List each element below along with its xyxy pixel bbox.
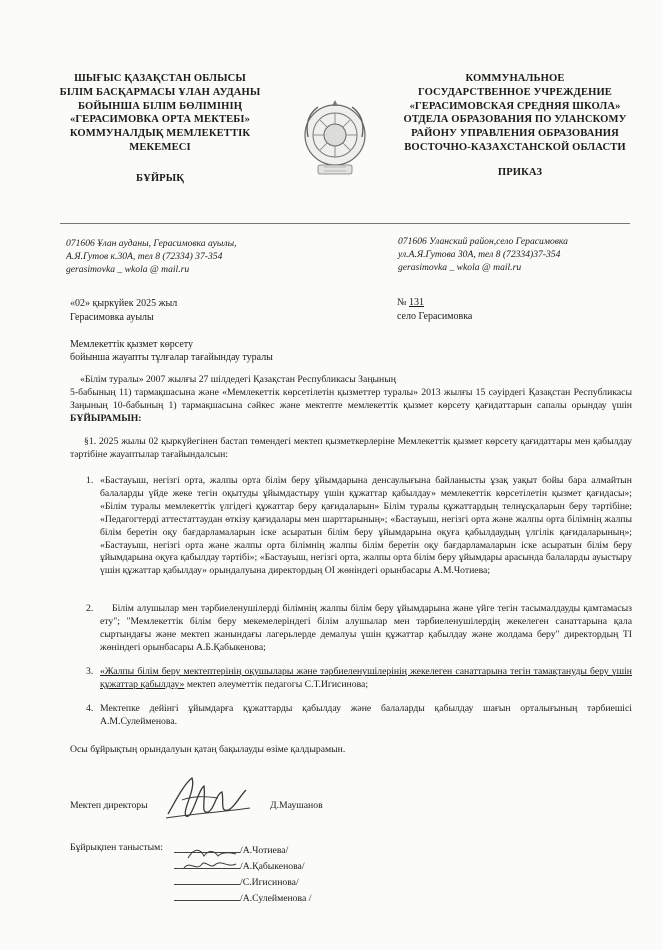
acquainted-name: /А.Қабыкенова/: [240, 860, 305, 872]
item-number: 3.: [86, 666, 94, 677]
order-place-kz: Герасимовка ауылы: [70, 312, 154, 323]
header-right-line: РАЙОНУ УПРАВЛЕНИЯ ОБРАЗОВАНИЯ: [411, 128, 619, 140]
header-right-line: ВОСТОЧНО-КАЗАХСТАНСКОЙ ОБЛАСТИ: [404, 141, 626, 153]
order-date: «02» қыркүйек 2025 жыл: [70, 298, 178, 309]
director-signature-icon: [162, 770, 252, 828]
header-left-block: [40, 72, 280, 155]
section-1-intro: §1. 2025 жылы 02 қыркүйегінен бастап төмендегі мектеп қызметкерлеріне Мемлекеттік қызмет көрсету қағидаттары мен қабылдау тәртібіне жауаптылар тағайындалсын:: [70, 436, 632, 460]
subject-line: бойынша жауапты тұлғалар тағайындау туралы: [70, 352, 273, 363]
item-number: 2.: [86, 603, 94, 614]
header-right-line: ОТДЕЛА ОБРАЗОВАНИЯ ПО УЛАНСКОМУ: [403, 114, 627, 126]
address-right-line: 071606 Уланский район,село Герасимовка: [398, 236, 568, 247]
header-left-line: ШЫҒЫС ҚАЗАҚСТАН ОБЛЫСЫ: [74, 73, 246, 84]
subject-line: Мемлекеттік қызмет көрсету: [70, 339, 193, 350]
header-divider: [60, 223, 630, 224]
acquainted-name: /А.Сулейменова /: [240, 892, 312, 904]
header-left-line: «ГЕРАСИМОВКА ОРТА МЕКТЕБІ»: [69, 114, 251, 126]
order-subject: [70, 338, 273, 364]
staff-signature-icon: [180, 858, 240, 874]
header-right-line: КОММУНАЛЬНОЕ: [465, 73, 565, 84]
header-right-line: ГОСУДАРСТВЕННОЕ УЧРЕЖДЕНИЕ: [418, 86, 612, 98]
order-number-prefix: №: [397, 297, 410, 308]
address-right-line: ул.А.Я.Гутова 30А, тел 8 (72334)37-354: [398, 248, 561, 260]
item-1-text: «Бастауыш, негізгі орта, жалпы орта білім беру ұйымдарына денсаулығына байланысты ұзақ уақыт бойы бара алмайтын балаларды үйде жеке тегін оқытуды ұйымдастыру үшін құжаттар қабылдау» мемлекеттік көрсетілетін қызмет қағидасы»; «Білім туралы мемлекеттік үлгідегі құжаттар беру қағидаларын» Білім туралы құжаттардың телнұсқаларын беру тәртібіне; «Педагогтерді аттестаттаудан өткізу қағидалары мен шарттарының»; «Бастауыш, негізгі орта және жалпы орта білімнің жалпы білім беретін оқу бағдарламаларын іске асыратын білім беру ұйымдарына оқуға қабылдаудың үлгілік қағидаларының»; «Бастауыш, негізгі орта және жалпы орта білімнің жалпы білім беретін оқу бағдарламаларын іске асыратын білім беру ұйымдарына оқуға қабылдау тәртібі»; «Бастауыш, негізгі орта, жалпы орта білім беру ұйымдары арасында балаларды ауыстыру үшін құжаттар қабылдау» орындалуына директордың ОІ жөніндегі орынбасары А.М.Чотиева;: [100, 475, 632, 577]
signature-line: [174, 890, 240, 901]
address-right: [398, 236, 638, 274]
acquainted-name: /А.Чотиева/: [240, 845, 289, 856]
header-right-block: [393, 72, 637, 155]
header-right-line: «ГЕРАСИМОВСКАЯ СРЕДНЯЯ ШКОЛА»: [409, 100, 621, 112]
header-left-line: КОММУНАЛДЫҚ МЕМЛЕКЕТТІК: [69, 128, 251, 140]
item-2-text: Білім алушылар мен тәрбиеленушілерді білімнің жалпы білім беру ұйымдарына және үйге тегін тасымалдауды қамтамасыз ету"; "Мемлекеттік білім беру мекемелеріндегі білім алушылар мен тәрбиеленушілердің жекелеген санаттарына қала сыртындағы және мектеп жанындағы лагерьлерде демалуы үшін құжаттар қабылдау және жолдама беру" директордың ТІ жөніндегі орынбасары А.Б.Қабыкенова;: [100, 603, 632, 653]
address-left-line: 071606 Ұлан ауданы, Герасимовка ауылы,: [66, 238, 237, 249]
header-left-doc-type: БҰЙРЫҚ: [135, 173, 185, 184]
address-left-email: gerasimovka _ wkola @ mail.ru: [66, 263, 190, 275]
item-3-service-link: «Жалпы білім беру мектептерінің оқушылары және тәрбиеленушілерінің жекелеген санаттарына тегін тамақтануды беру үшін құжаттар қабылдау»: [100, 666, 632, 690]
signature-line: [174, 874, 240, 885]
item-3-rest: мектеп әлеуметтік педагогы С.Т.Игисинова;: [184, 678, 369, 690]
header-left-line: БІЛІМ БАСҚАРМАСЫ ҰЛАН АУДАНЫ: [59, 86, 261, 98]
order-number: [397, 296, 424, 309]
state-emblem-icon: [300, 97, 370, 192]
acquainted-label: Бұйрықпен таныстым:: [70, 842, 163, 853]
acquainted-row: [174, 874, 311, 890]
header-right-doc-type: ПРИКАЗ: [497, 167, 543, 178]
item-4-text: Мектепке дейінгі ұйымдарға құжаттарды қабылдау және балаларды қабылдау шағын орталығының тәрбиешісі А.М.Сулейменова.: [100, 703, 632, 727]
header-left-line: МЕКЕМЕСІ: [129, 141, 191, 153]
address-left: [66, 238, 306, 276]
header-left-line: БОЙЫНША БІЛІМ БӨЛІМІНІҢ: [77, 100, 243, 112]
preamble-first-line: «Білім туралы» 2007 жылғы 27 шілдедегі Қазақстан Республикасы Заңының: [80, 374, 396, 385]
order-word: БҰЙЫРАМЫН:: [70, 412, 142, 424]
preamble: [70, 387, 632, 426]
item-number: 1.: [86, 475, 94, 486]
control-statement: Осы бұйрықтың орындалуын қатаң бақылауды өзіме қалдырамын.: [70, 744, 346, 755]
director-title: Мектеп директоры: [70, 800, 148, 811]
item-3-text: [100, 666, 632, 692]
preamble-text: 5-бабының 11) тармақшасына және «Мемлекеттік көрсетілетін қызметтер туралы» 2013 жылғы 15 сәуірдегі Қазақстан Республикасы Заңының 10-бабының 1) тармақшасына сәйкес және мектепте мемлекеттік қызмет көрсету қағидаттарын сапалы орындау үшін: [70, 387, 632, 411]
order-place-ru: село Герасимовка: [397, 311, 473, 322]
order-number-value: 131: [409, 297, 425, 308]
address-left-line: А.Я.Гутов к.30А, тел 8 (72334) 37-354: [66, 250, 223, 262]
director-name: Д.Маушанов: [270, 800, 323, 811]
address-right-email: gerasimovka _ wkola @ mail.ru: [398, 261, 522, 273]
acquainted-row: [174, 890, 311, 906]
acquainted-name: /С.Игисинова/: [240, 876, 299, 888]
item-number: 4.: [86, 703, 94, 714]
